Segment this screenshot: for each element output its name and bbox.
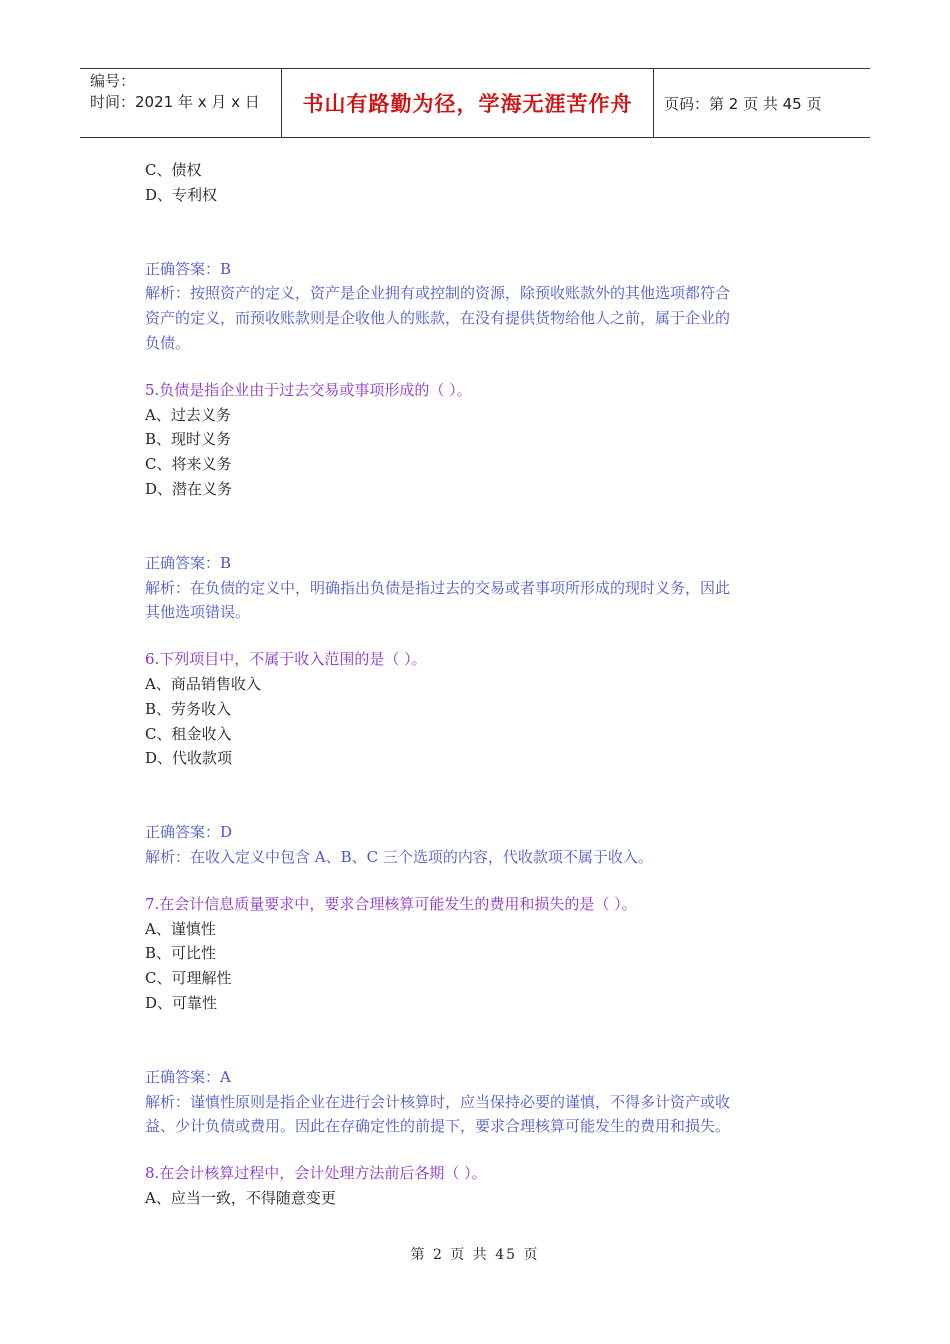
correct-answer: 正确答案：A	[145, 1067, 231, 1086]
answer-option: C、债权	[145, 161, 202, 179]
question-block	[145, 1161, 810, 1211]
question-block	[145, 378, 810, 647]
document-body	[145, 158, 810, 1211]
answer-option: C、租金收入	[145, 724, 232, 743]
question-text: 7.在会计信息质量要求中，要求合理核算可能发生的费用和损失的是（ ）。	[145, 894, 637, 913]
analysis-text: 解析：谨慎性原则是指企业在进行会计核算时，应当保持必要的谨慎，不得多计资产或收	[145, 1092, 731, 1111]
answer-option: D、专利权	[145, 185, 218, 204]
analysis-text: 负债。	[145, 333, 191, 352]
answer-option: B、可比性	[145, 944, 217, 963]
header-motto: 书山有路勤为径，学海无涯苦作舟	[282, 69, 654, 137]
analysis-text: 解析：在收入定义中包含 A、B、C 三个选项的内容，代收款项不属于收入。	[145, 847, 653, 866]
header-page-info: 页码：第 2 页 共 45 页	[664, 94, 822, 113]
answer-option: B、现时义务	[145, 430, 232, 449]
correct-answer: 正确答案：B	[145, 553, 232, 572]
answer-option: C、将来义务	[145, 455, 232, 474]
question-block	[145, 892, 810, 1161]
answer-option: C、可理解性	[145, 969, 232, 988]
document-number-label: 编号：	[90, 72, 136, 90]
answer-option: B、劳务收入	[145, 699, 232, 718]
question-text: 6.下列项目中，不属于收入范围的是（ ）。	[145, 650, 427, 669]
question-block	[145, 647, 810, 892]
analysis-text: 其他选项错误。	[145, 603, 251, 622]
correct-answer: 正确答案：D	[145, 823, 233, 842]
analysis-text: 益、少计负债或费用。因此在存确定性的前提下，要求合理核算可能发生的费用和损失。	[145, 1117, 731, 1136]
analysis-text: 解析：在负债的定义中，明确指出负债是指过去的交易或者事项所形成的现时义务，因此	[145, 578, 731, 597]
analysis-text: 资产的定义，而预收账款则是企收他人的账款，在没有提供货物给他人之前，属于企业的	[145, 309, 731, 328]
answer-option: D、潜在义务	[145, 479, 233, 498]
document-time-label: 时间：2021 年 x 月 x 日	[90, 93, 260, 111]
question-block	[145, 158, 810, 378]
answer-option: D、可靠性	[145, 993, 218, 1012]
page-header	[80, 68, 870, 138]
question-text: 8.在会计核算过程中，会计处理方法前后各期（ ）。	[145, 1164, 487, 1183]
header-meta	[80, 69, 282, 137]
answer-option: A、应当一致，不得随意变更	[145, 1188, 336, 1207]
analysis-text: 解析：按照资产的定义，资产是企业拥有或控制的资源，除预收账款外的其他选项都符合	[145, 284, 731, 303]
correct-answer: 正确答案：B	[145, 259, 232, 278]
question-text: 5.负债是指企业由于过去交易或事项形成的（ ）。	[145, 380, 472, 399]
answer-option: A、谨慎性	[145, 919, 216, 938]
page-footer: 第 2 页 共 45 页	[410, 1247, 540, 1263]
answer-option: A、过去义务	[145, 405, 231, 424]
answer-option: D、代收款项	[145, 749, 233, 768]
answer-option: A、商品销售收入	[145, 674, 261, 693]
